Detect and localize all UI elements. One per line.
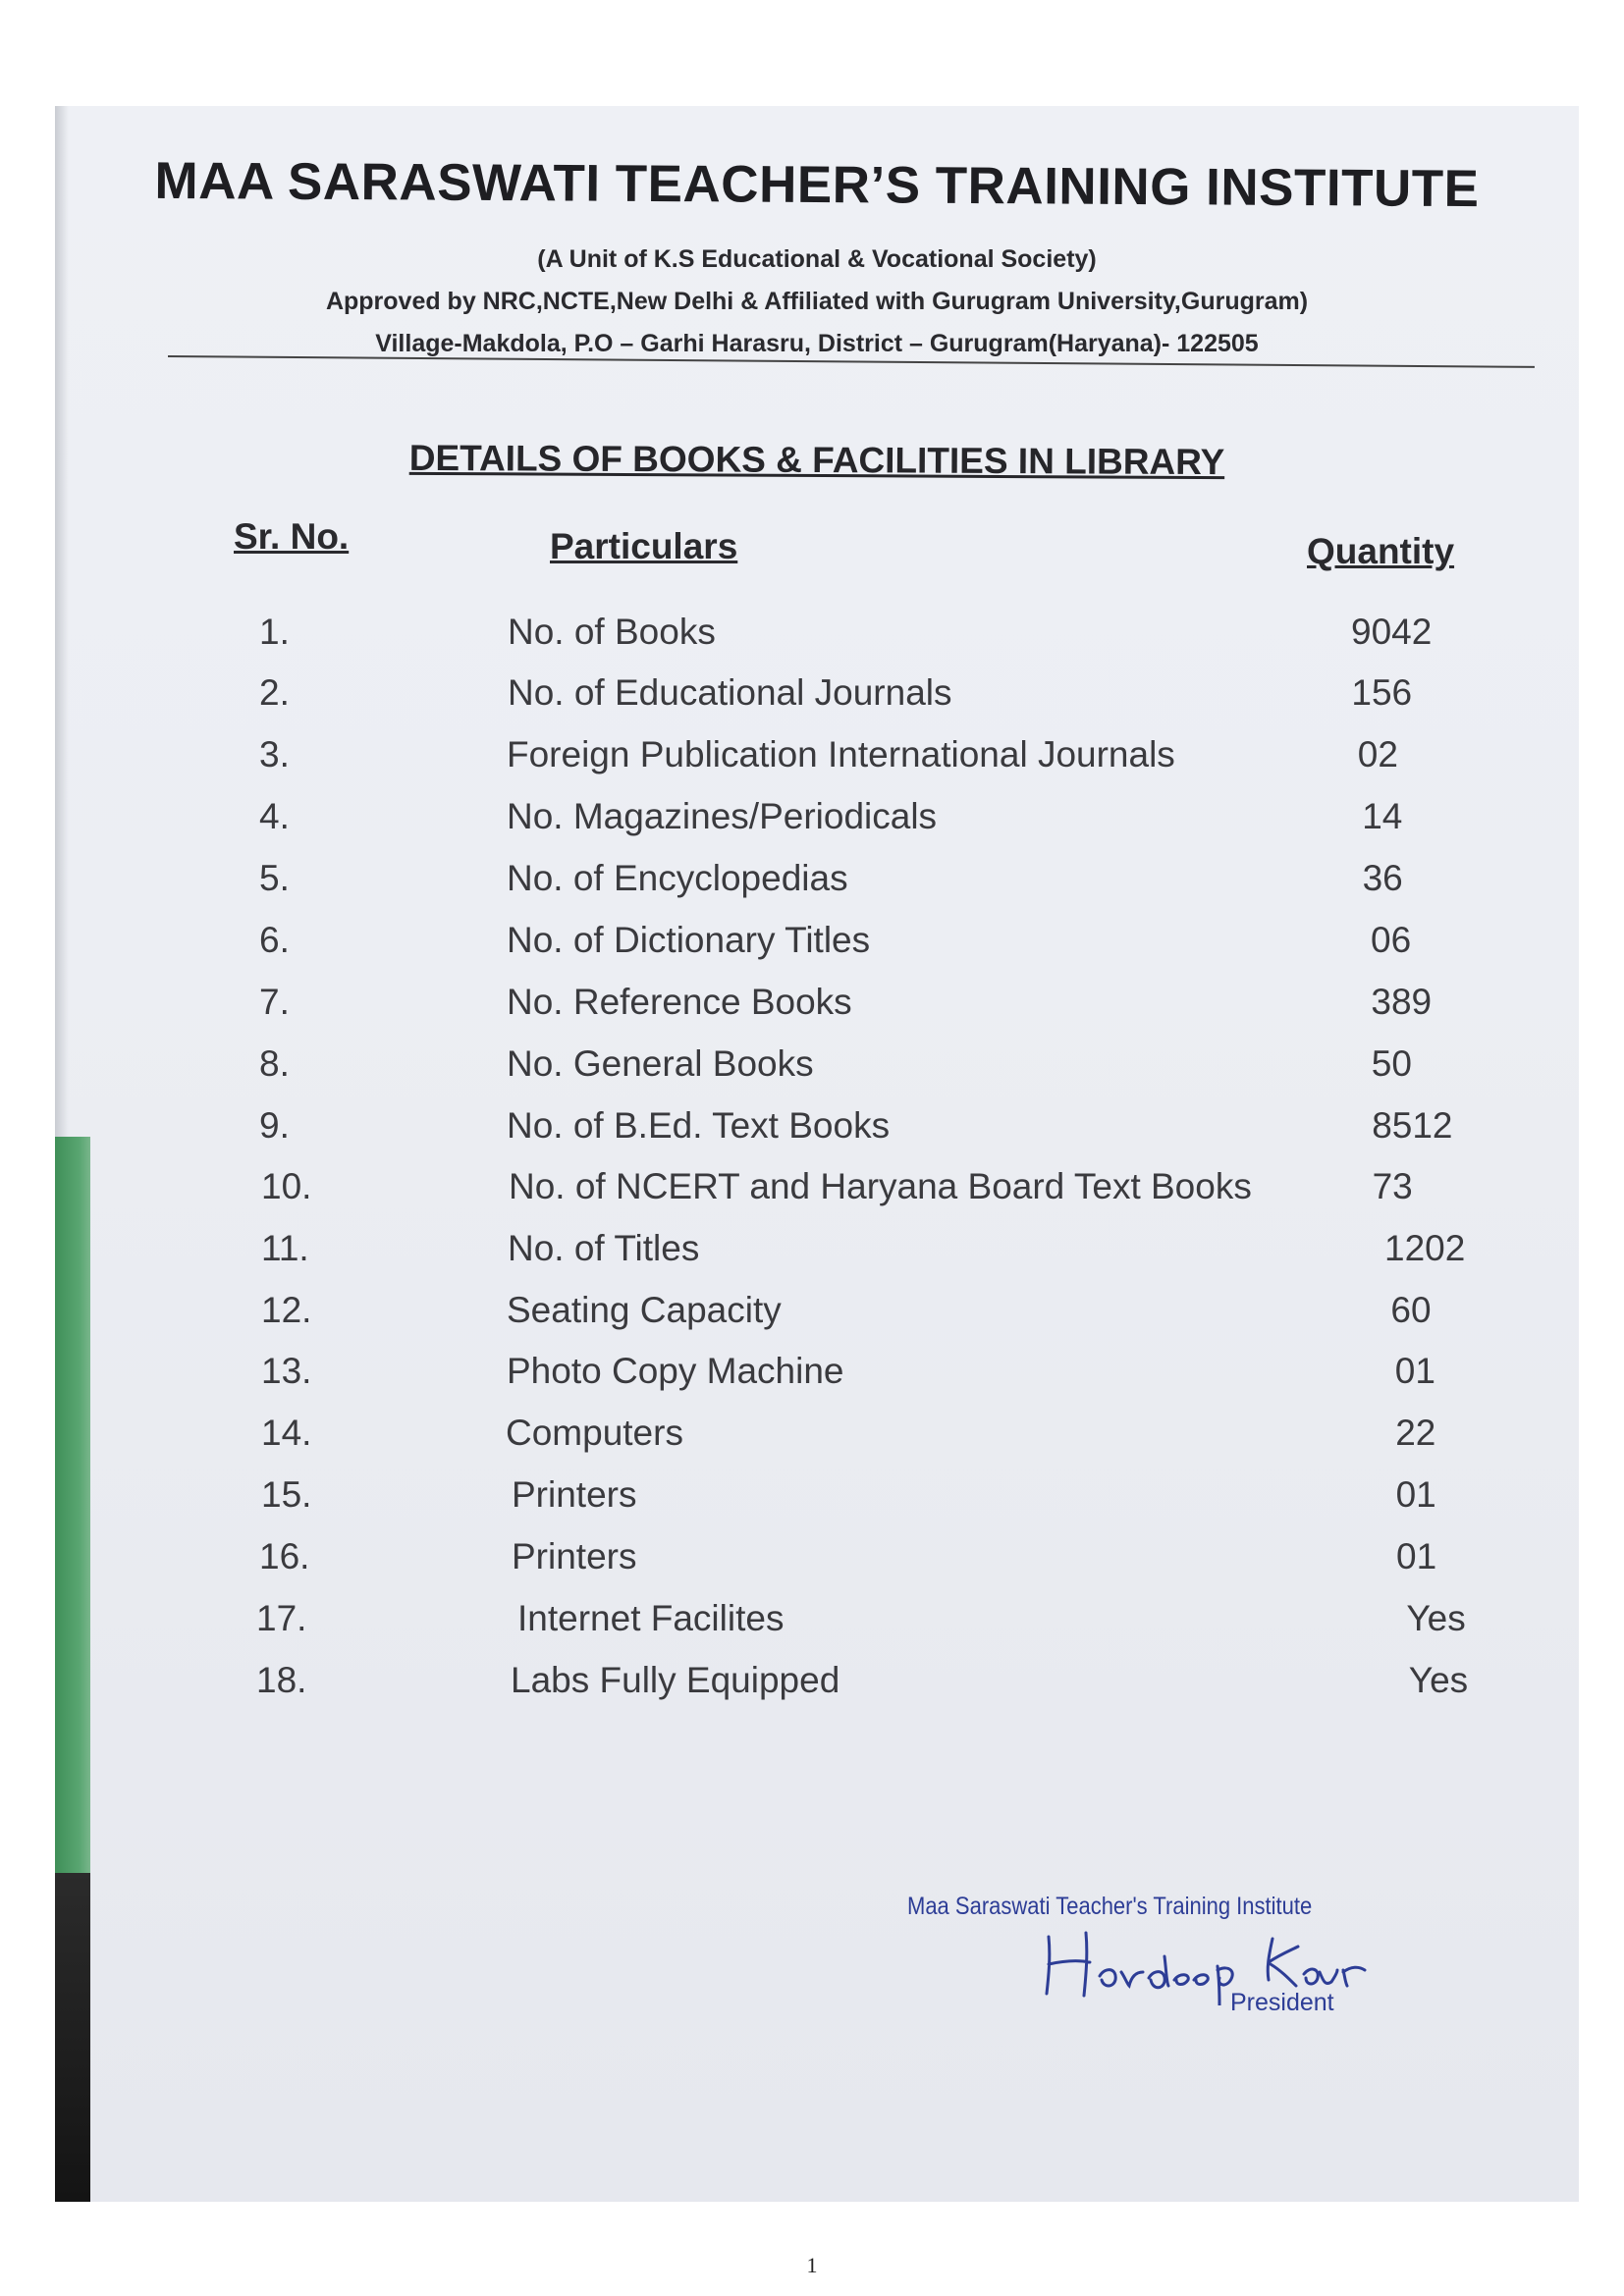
president-designation: President bbox=[1230, 1989, 1334, 2016]
particular-cell: Printers bbox=[512, 1536, 637, 1576]
sr-no-cell: 7. bbox=[259, 982, 290, 1022]
particular-cell: Foreign Publication International Journals bbox=[507, 734, 1175, 774]
table-row bbox=[55, 1660, 1579, 1719]
particular-cell: No. of Educational Journals bbox=[508, 672, 952, 713]
particular-cell: No. of Books bbox=[508, 612, 716, 652]
quantity-cell: 73 bbox=[1372, 1166, 1413, 1206]
quantity-cell: 60 bbox=[1390, 1290, 1432, 1330]
sr-no-cell: 10. bbox=[261, 1166, 312, 1206]
quantity-cell: 9042 bbox=[1351, 612, 1433, 652]
sr-no-cell: 9. bbox=[259, 1105, 290, 1146]
sr-no-cell: 1. bbox=[259, 612, 290, 652]
particular-cell: No. of B.Ed. Text Books bbox=[507, 1105, 891, 1146]
table-row bbox=[55, 858, 1579, 917]
sr-no-cell: 17. bbox=[256, 1598, 307, 1638]
quantity-cell: 36 bbox=[1362, 858, 1403, 898]
sr-no-cell: 6. bbox=[259, 920, 290, 960]
header-sr-no: Sr. No. bbox=[234, 516, 350, 557]
sr-no-cell: 12. bbox=[261, 1290, 312, 1330]
quantity-cell: 02 bbox=[1357, 734, 1398, 774]
institute-name: MAA SARASWATI TEACHER’S TRAINING INSTITUTE bbox=[154, 151, 1480, 219]
page-number: 1 bbox=[806, 2253, 818, 2277]
particular-cell: No. of Dictionary Titles bbox=[507, 920, 871, 960]
particular-cell: No. Reference Books bbox=[507, 982, 852, 1022]
table-row bbox=[55, 1166, 1579, 1225]
particular-cell: No. of Encyclopedias bbox=[507, 858, 848, 898]
quantity-cell: 389 bbox=[1371, 982, 1433, 1022]
institute-approval-line: Approved by NRC,NCTE,New Delhi & Affiliated with Gurugram University,Gurugram) bbox=[325, 288, 1309, 315]
header-quantity: Quantity bbox=[1307, 531, 1455, 571]
sr-no-cell: 11. bbox=[261, 1228, 309, 1268]
document-photo bbox=[55, 106, 1579, 2202]
table-row bbox=[55, 1351, 1579, 1410]
particular-cell: Printers bbox=[512, 1474, 637, 1515]
table-row bbox=[55, 982, 1579, 1041]
table-row bbox=[55, 1043, 1579, 1102]
table-row bbox=[55, 734, 1579, 793]
quantity-cell: 01 bbox=[1394, 1351, 1435, 1391]
table-row bbox=[55, 1413, 1579, 1471]
sr-no-cell: 14. bbox=[261, 1413, 312, 1453]
particular-cell: Seating Capacity bbox=[507, 1290, 782, 1330]
table-row bbox=[55, 1474, 1579, 1533]
sr-no-cell: 8. bbox=[259, 1043, 290, 1084]
quantity-cell: Yes bbox=[1408, 1660, 1469, 1700]
sr-no-cell: 2. bbox=[259, 672, 290, 713]
particular-cell: No. of Titles bbox=[508, 1228, 700, 1268]
quantity-cell: 01 bbox=[1395, 1474, 1436, 1515]
quantity-cell: 22 bbox=[1395, 1413, 1436, 1453]
document-title: DETAILS OF BOOKS & FACILITIES IN LIBRARY bbox=[408, 437, 1225, 483]
table-row bbox=[55, 1105, 1579, 1164]
sr-no-cell: 5. bbox=[259, 858, 290, 898]
table-row bbox=[55, 672, 1579, 731]
quantity-cell: 50 bbox=[1371, 1043, 1412, 1084]
table-row bbox=[55, 1228, 1579, 1287]
particular-cell: Internet Facilites bbox=[517, 1598, 785, 1638]
table-row bbox=[55, 796, 1579, 855]
table-row bbox=[55, 1290, 1579, 1349]
particular-cell: No. of NCERT and Haryana Board Text Books bbox=[509, 1166, 1252, 1206]
institute-unit-line: (A Unit of K.S Educational & Vocational Society) bbox=[537, 245, 1097, 273]
sr-no-cell: 13. bbox=[261, 1351, 312, 1391]
particular-cell: No. General Books bbox=[507, 1043, 814, 1084]
quantity-cell: Yes bbox=[1406, 1598, 1466, 1638]
sr-no-cell: 15. bbox=[261, 1474, 312, 1515]
quantity-cell: 8512 bbox=[1372, 1105, 1453, 1146]
table-row bbox=[55, 1536, 1579, 1595]
table-row bbox=[55, 612, 1579, 670]
quantity-cell: 06 bbox=[1371, 920, 1412, 960]
header-particulars: Particulars bbox=[550, 526, 738, 566]
background-dark-edge bbox=[55, 1873, 90, 2202]
institute-address-line: Village-Makdola, P.O – Garhi Harasru, District – Gurugram(Haryana)- 122505 bbox=[375, 330, 1259, 357]
sr-no-cell: 4. bbox=[259, 796, 290, 836]
sr-no-cell: 18. bbox=[256, 1660, 307, 1700]
quantity-cell: 01 bbox=[1396, 1536, 1437, 1576]
table-row bbox=[55, 1598, 1579, 1657]
particular-cell: No. Magazines/Periodicals bbox=[507, 796, 938, 836]
quantity-cell: 14 bbox=[1362, 796, 1403, 836]
table-row bbox=[55, 920, 1579, 979]
sr-no-cell: 3. bbox=[259, 734, 290, 774]
particular-cell: Labs Fully Equipped bbox=[511, 1660, 840, 1700]
particular-cell: Computers bbox=[506, 1413, 683, 1453]
particular-cell: Photo Copy Machine bbox=[507, 1351, 844, 1391]
quantity-cell: 1202 bbox=[1384, 1228, 1466, 1268]
sr-no-cell: 16. bbox=[259, 1536, 310, 1576]
institute-stamp: Maa Saraswati Teacher's Training Institute bbox=[907, 1893, 1313, 1920]
quantity-cell: 156 bbox=[1351, 672, 1413, 713]
